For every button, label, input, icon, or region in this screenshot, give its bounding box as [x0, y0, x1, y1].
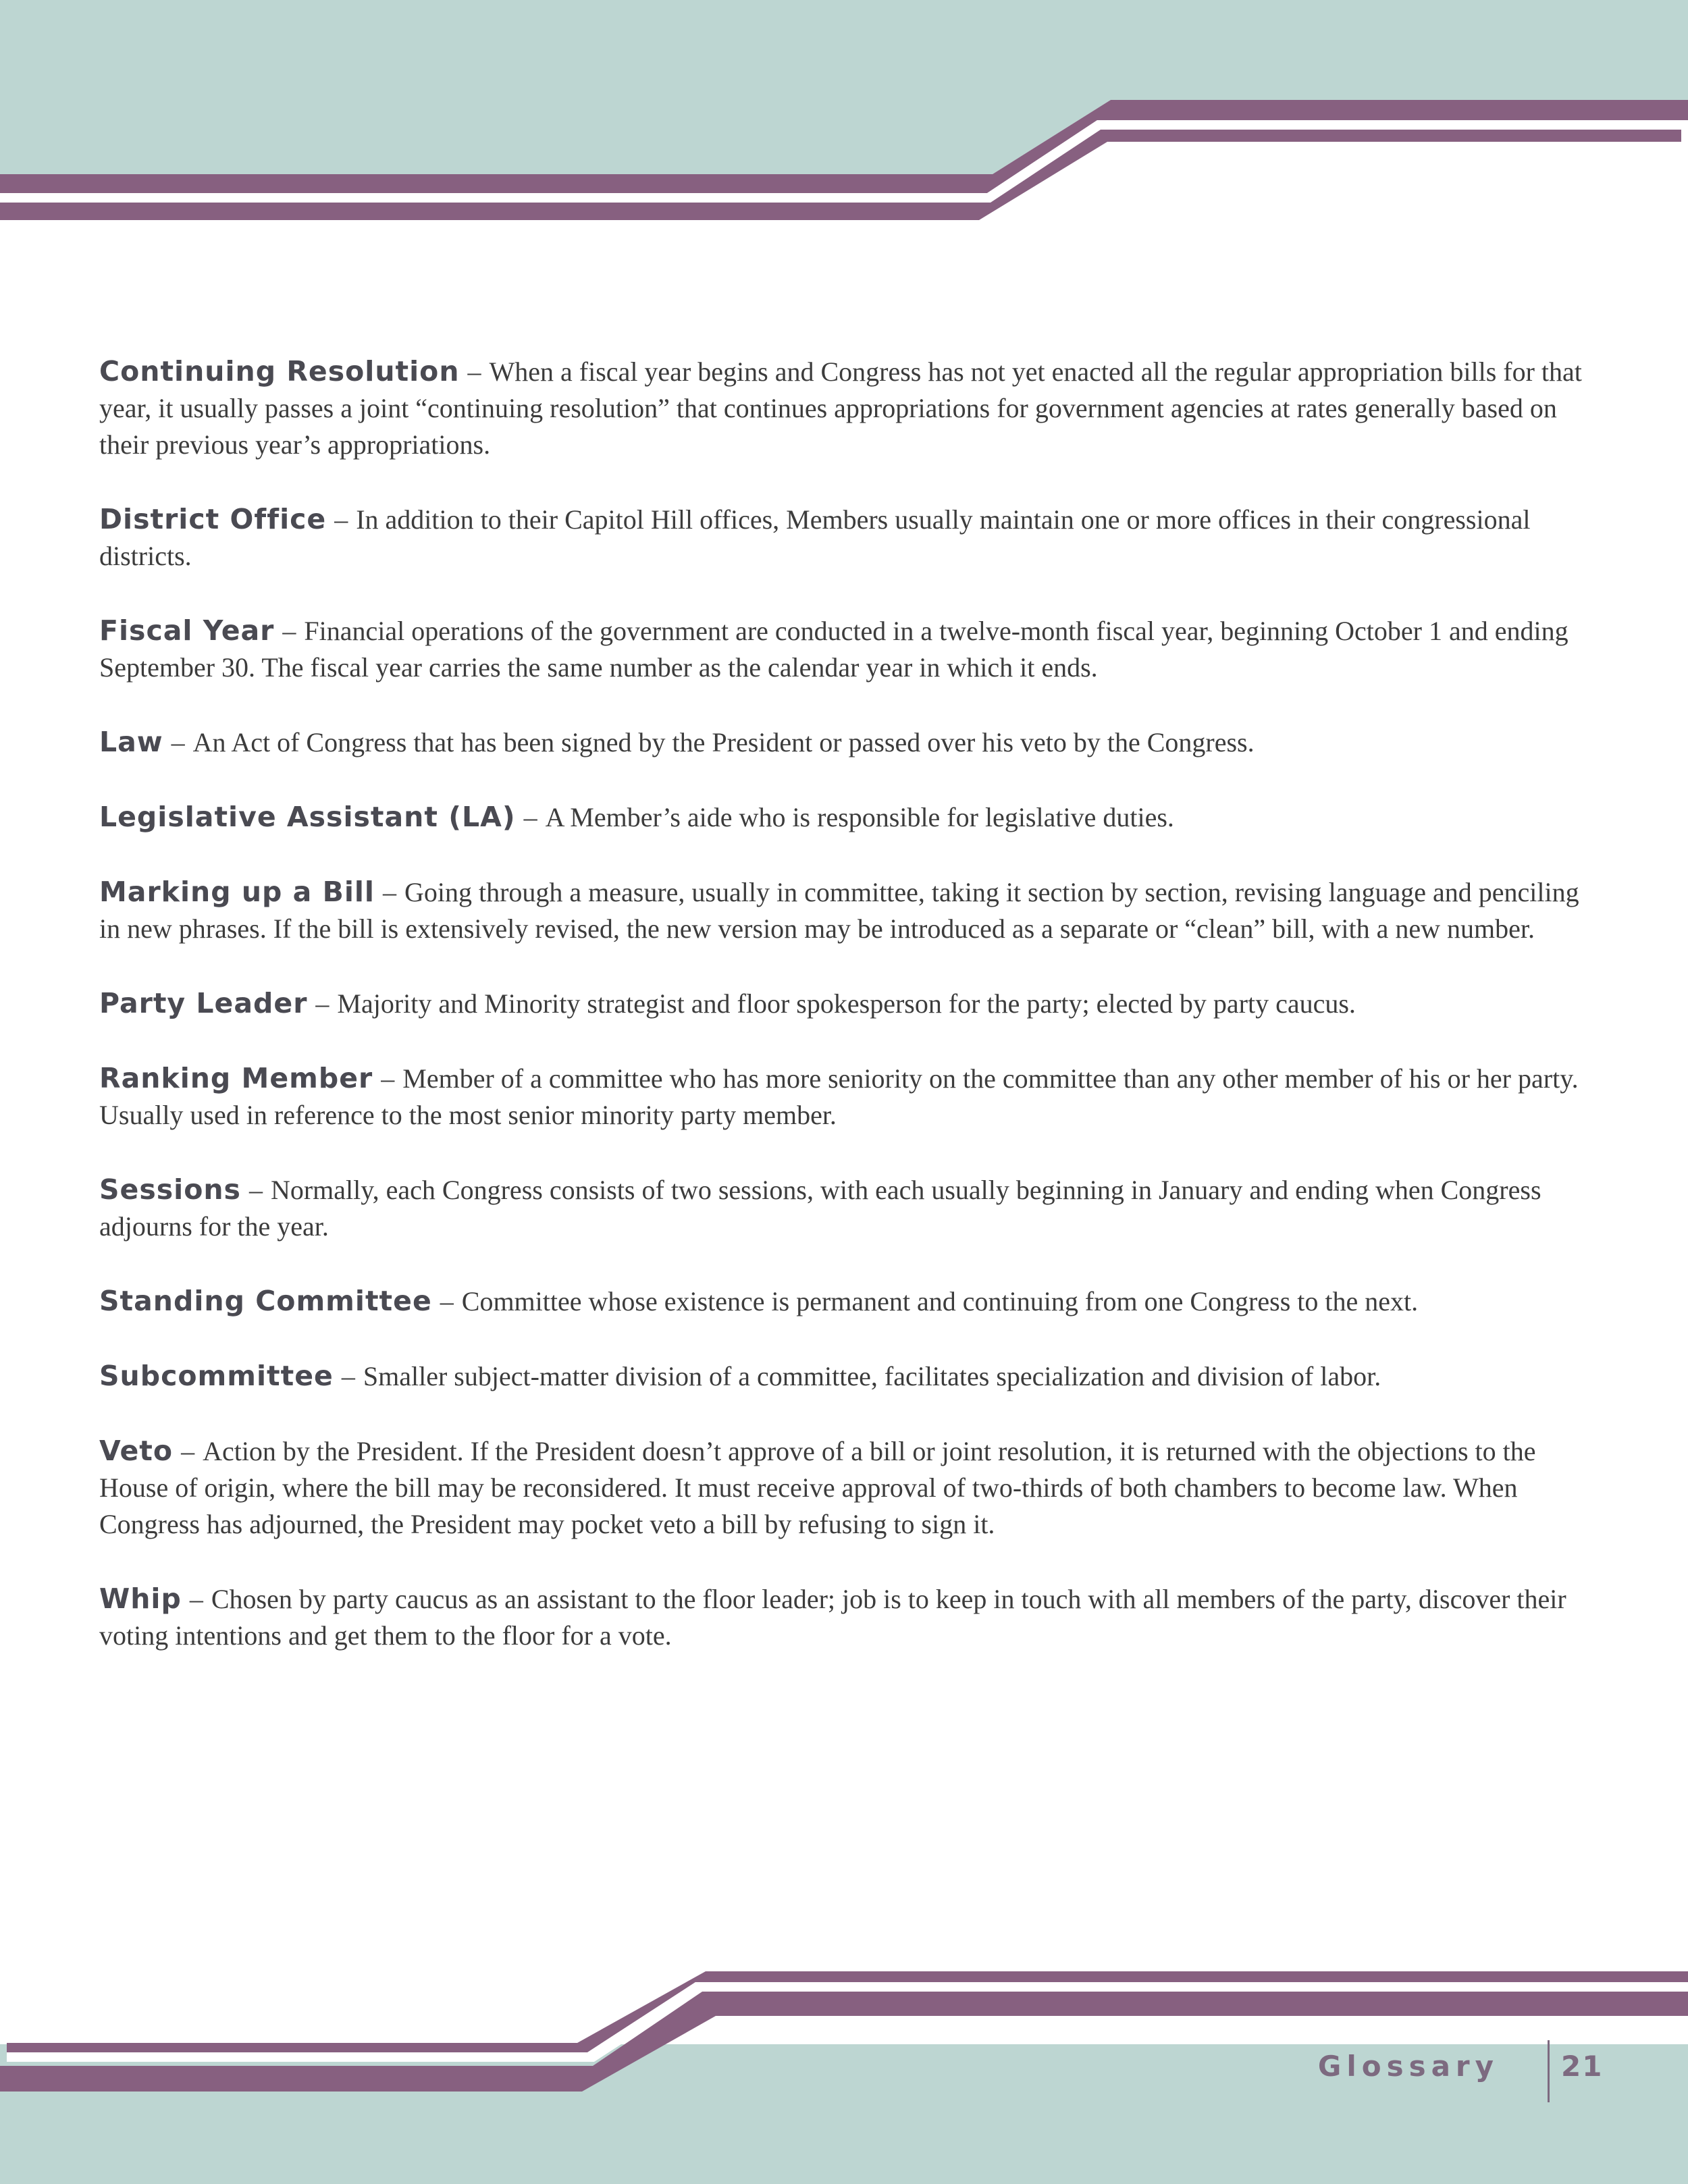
glossary-definition: Majority and Minority strategist and floor spokesperson for the party; elected by party caucus.: [337, 988, 1356, 1019]
footer-divider: [1548, 2040, 1550, 2102]
glossary-definition: Normally, each Congress consists of two sessions, with each usually beginning in January and ending when Congress adjourns for the year.: [99, 1175, 1541, 1242]
glossary-definition: Financial operations of the government are conducted in a twelve-month fiscal year, beginning October 1 and ending September 30. The fiscal year carries the same number as the calendar year in which it ends.: [99, 616, 1568, 683]
glossary-term: Legislative Assistant (LA): [99, 801, 516, 833]
glossary-entry-fiscal-year: Fiscal Year – Financial operations of the government are conducted in a twelve-month fiscal year, beginning October 1 and ending September 30. The fiscal year carries the same number as the calendar year in which it ends.: [99, 614, 1568, 683]
glossary-definition: Smaller subject-matter division of a committee, facilitates specialization and division of labor.: [363, 1361, 1381, 1391]
glossary-term: Veto: [99, 1435, 174, 1467]
glossary-definition: An Act of Congress that has been signed by the President or passed over his veto by the Congress.: [192, 727, 1255, 757]
glossary-term: Ranking Member: [99, 1062, 373, 1094]
glossary-list: [99, 353, 1598, 1692]
glossary-term: Law: [99, 726, 163, 758]
glossary-definition: In addition to their Capitol Hill offices, Members usually maintain one or more offices in their congressional districts.: [99, 504, 1531, 571]
glossary-entry-ranking-member: Ranking Member – Member of a committee who has more seniority on the committee than any other member of his or her party. Usually used in reference to the most senior minority party member.: [99, 1062, 1579, 1130]
glossary-entry-whip: Whip – Chosen by party caucus as an assistant to the floor leader; job is to keep in touch with all members of the party, discover their voting intentions and get them to the floor for a vote.: [99, 1582, 1566, 1651]
glossary-entry-standing-committee: Standing Committee – Committee whose existence is permanent and continuing from one Congress to the next.: [99, 1285, 1419, 1317]
top-decorative-band: [0, 0, 1688, 230]
glossary-term: Fiscal Year: [99, 614, 275, 647]
glossary-term: District Office: [99, 503, 327, 535]
footer-section-title: Glossary: [1317, 2050, 1499, 2083]
glossary-definition: When a fiscal year begins and Congress has not yet enacted all the regular appropriation bills for that year, it usually passes a joint “continuing resolution” that continues appropriations for government agencies at rates generally based on their previous year’s appropriations.: [99, 356, 1582, 460]
glossary-entry-marking-up-a-bill: Marking up a Bill – Going through a measure, usually in committee, taking it section by section, revising language and penciling in new phrases. If the bill is extensively revised, the new version may be introduced as a separate or “clean” bill, with a new number.: [99, 876, 1579, 944]
glossary-term: Standing Committee: [99, 1285, 432, 1317]
glossary-term: Marking up a Bill: [99, 876, 375, 908]
glossary-entry-legislative-assistant: Legislative Assistant (LA) – A Member’s aide who is responsible for legislative duties.: [99, 801, 1174, 833]
glossary-term: Continuing Resolution: [99, 355, 460, 388]
glossary-definition: Action by the President. If the President doesn’t approve of a bill or joint resolution, it is returned with the objections to the House of origin, where the bill may be reconsidered. It must receive approval of two-thirds of both chambers to become law. When Congress has adjourned, the President may pocket veto a bill by refusing to sign it.: [99, 1436, 1536, 1539]
glossary-definition: Going through a measure, usually in committee, taking it section by section, revising language and penciling in new phrases. If the bill is extensively revised, the new version may be introduced as a separate or “clean” bill, with a new number.: [99, 877, 1579, 944]
glossary-term: Sessions: [99, 1173, 241, 1206]
glossary-term: Whip: [99, 1582, 182, 1615]
glossary-entry-party-leader: Party Leader – Majority and Minority strategist and floor spokesperson for the party; elected by party caucus.: [99, 987, 1356, 1019]
glossary-definition: Chosen by party caucus as an assistant to the floor leader; job is to keep in touch with all members of the party, discover their voting intentions and get them to the floor for a vote.: [99, 1584, 1566, 1651]
glossary-definition: Committee whose existence is permanent and continuing from one Congress to the next.: [461, 1286, 1419, 1316]
glossary-entry-subcommittee: Subcommittee – Smaller subject-matter division of a committee, facilitates specialization and division of labor.: [99, 1360, 1381, 1392]
glossary-definition: Member of a committee who has more seniority on the committee than any other member of his or her party. Usually used in reference to the most senior minority party member.: [99, 1063, 1579, 1130]
glossary-term: Subcommittee: [99, 1360, 334, 1392]
glossary-entry-continuing-resolution: Continuing Resolution – When a fiscal year begins and Congress has not yet enacted all the regular appropriation bills for that year, it usually passes a joint “continuing resolution” that continues appropriations for government agencies at rates generally based on their previous year’s appropriations.: [99, 355, 1582, 460]
glossary-entry-veto: Veto – Action by the President. If the President doesn’t approve of a bill or joint resolution, it is returned with the objections to the House of origin, where the bill may be reconsidered. It must receive approval of two-thirds of both chambers to become law. When Congress has adjourned, the President may pocket veto a bill by refusing to sign it.: [99, 1435, 1536, 1539]
glossary-definition: A Member’s aide who is responsible for legislative duties.: [545, 802, 1174, 832]
glossary-entry-law: Law – An Act of Congress that has been signed by the President or passed over his veto by the Congress.: [99, 726, 1255, 758]
page-footer: [1317, 2040, 1620, 2108]
glossary-term: Party Leader: [99, 987, 308, 1019]
glossary-entry-sessions: Sessions – Normally, each Congress consists of two sessions, with each usually beginning in January and ending when Congress adjourns for the year.: [99, 1173, 1541, 1242]
page-number: 21: [1561, 2050, 1604, 2083]
glossary-entry-district-office: District Office – In addition to their Capitol Hill offices, Members usually maintain one or more offices in their congressional districts.: [99, 503, 1531, 571]
